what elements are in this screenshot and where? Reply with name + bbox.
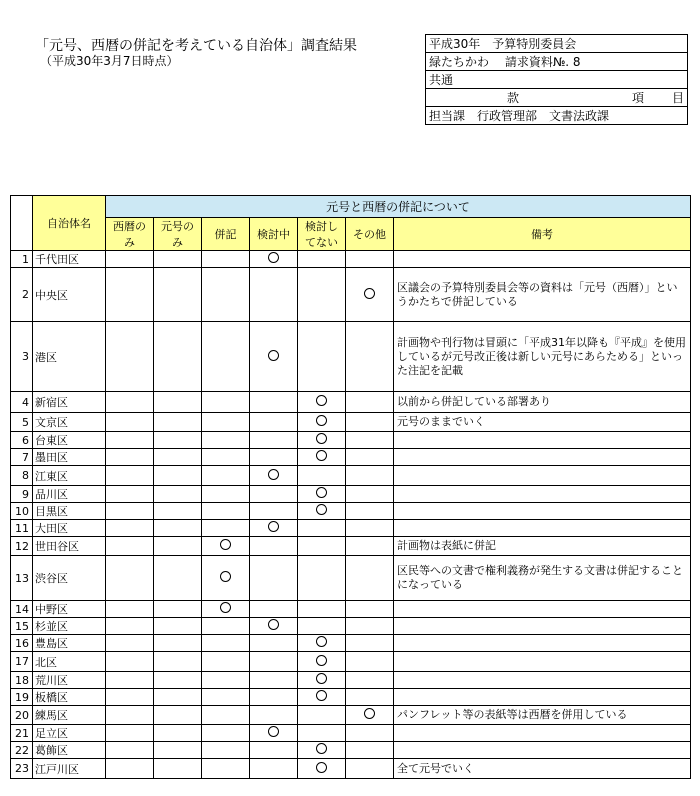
answer-cell: [202, 268, 250, 322]
answer-cell: [298, 268, 346, 322]
row-municipality: 江戸川区: [33, 759, 106, 779]
table-row: [11, 689, 691, 706]
row-number: 21: [11, 725, 33, 742]
answer-cell: [298, 251, 346, 268]
answer-cell: [298, 618, 346, 635]
answer-cell: [346, 537, 394, 556]
answer-cell: [346, 652, 394, 672]
info-kou: 項: [631, 91, 644, 105]
circle-mark-icon: [316, 504, 327, 515]
answer-cell: [250, 466, 298, 486]
circle-mark-icon: [316, 762, 327, 773]
answer-cell: [346, 466, 394, 486]
row-municipality: 世田谷区: [33, 537, 106, 556]
row-number: 11: [11, 520, 33, 537]
row-municipality: 品川区: [33, 486, 106, 503]
row-remarks: 区民等への文書で権利義務が発生する文書は併記することになっている: [394, 556, 691, 601]
row-municipality: 足立区: [33, 725, 106, 742]
survey-table: [10, 195, 691, 779]
answer-cell: [346, 413, 394, 432]
header-col-seireki: 西暦のみ: [106, 218, 154, 251]
answer-cell: [106, 520, 154, 537]
circle-mark-icon: [364, 288, 375, 299]
answer-cell: [250, 742, 298, 759]
answer-cell: [106, 268, 154, 322]
circle-mark-icon: [316, 655, 327, 666]
info-budget-items: [426, 89, 688, 107]
answer-cell: [106, 689, 154, 706]
answer-cell: [346, 635, 394, 652]
request-info-box: [425, 34, 688, 125]
row-municipality: 江東区: [33, 466, 106, 486]
circle-mark-icon: [316, 415, 327, 426]
answer-cell: [106, 652, 154, 672]
answer-cell: [154, 322, 202, 392]
row-number: 22: [11, 742, 33, 759]
answer-cell: [202, 503, 250, 520]
answer-cell: [298, 449, 346, 466]
table-row: [11, 635, 691, 652]
answer-cell: [154, 466, 202, 486]
answer-cell: [154, 268, 202, 322]
circle-mark-icon: [316, 433, 327, 444]
answer-cell: [106, 725, 154, 742]
row-municipality: 中野区: [33, 601, 106, 618]
answer-cell: [106, 449, 154, 466]
answer-cell: [154, 486, 202, 503]
row-remarks: [394, 503, 691, 520]
table-row: [11, 520, 691, 537]
answer-cell: [154, 413, 202, 432]
answer-cell: [346, 601, 394, 618]
answer-cell: [154, 652, 202, 672]
answer-cell: [106, 251, 154, 268]
answer-cell: [346, 689, 394, 706]
answer-cell: [298, 392, 346, 413]
answer-cell: [202, 618, 250, 635]
header-col-kentouchuu: 検討中: [250, 218, 298, 251]
row-number: 13: [11, 556, 33, 601]
row-number: 20: [11, 706, 33, 725]
table-row: [11, 537, 691, 556]
row-municipality: 墨田区: [33, 449, 106, 466]
answer-cell: [154, 392, 202, 413]
row-remarks: [394, 251, 691, 268]
table-row: [11, 759, 691, 779]
info-request-number: 緑たちかわ 請求資料№. 8: [426, 53, 688, 71]
answer-cell: [346, 322, 394, 392]
row-number: 1: [11, 251, 33, 268]
answer-cell: [250, 413, 298, 432]
row-municipality: 杉並区: [33, 618, 106, 635]
info-kan: 款: [506, 91, 519, 105]
row-municipality: 練馬区: [33, 706, 106, 725]
row-number: 15: [11, 618, 33, 635]
answer-cell: [154, 742, 202, 759]
circle-mark-icon: [316, 690, 327, 701]
circle-mark-icon: [268, 252, 279, 263]
answer-cell: [154, 672, 202, 689]
answer-cell: [298, 432, 346, 449]
row-number: 23: [11, 759, 33, 779]
info-category: 共通: [426, 71, 688, 89]
info-committee: 平成30年 予算特別委員会: [426, 35, 688, 53]
answer-cell: [106, 503, 154, 520]
answer-cell: [298, 689, 346, 706]
info-moku: 目: [671, 91, 684, 105]
row-remarks: [394, 742, 691, 759]
row-number: 14: [11, 601, 33, 618]
answer-cell: [106, 672, 154, 689]
answer-cell: [346, 672, 394, 689]
answer-cell: [106, 392, 154, 413]
answer-cell: [346, 556, 394, 601]
answer-cell: [298, 672, 346, 689]
row-remarks: 計画物は表紙に併記: [394, 537, 691, 556]
circle-mark-icon: [220, 602, 231, 613]
answer-cell: [298, 556, 346, 601]
table-row: [11, 742, 691, 759]
answer-cell: [298, 486, 346, 503]
table-row: [11, 652, 691, 672]
answer-cell: [202, 689, 250, 706]
answer-cell: [250, 706, 298, 725]
answer-cell: [154, 537, 202, 556]
answer-cell: [106, 742, 154, 759]
answer-cell: [202, 601, 250, 618]
answer-cell: [202, 537, 250, 556]
answer-cell: [346, 392, 394, 413]
answer-cell: [202, 759, 250, 779]
header-col-not-considered: 検討してない: [298, 218, 346, 251]
answer-cell: [346, 706, 394, 725]
circle-mark-icon: [316, 636, 327, 647]
row-municipality: 板橋区: [33, 689, 106, 706]
answer-cell: [298, 652, 346, 672]
answer-cell: [298, 759, 346, 779]
answer-cell: [154, 618, 202, 635]
row-number: 19: [11, 689, 33, 706]
answer-cell: [202, 392, 250, 413]
answer-cell: [250, 537, 298, 556]
table-row: [11, 251, 691, 268]
row-remarks: 全て元号でいく: [394, 759, 691, 779]
answer-cell: [346, 251, 394, 268]
answer-cell: [250, 251, 298, 268]
answer-cell: [250, 652, 298, 672]
row-remarks: [394, 689, 691, 706]
answer-cell: [250, 601, 298, 618]
answer-cell: [346, 725, 394, 742]
answer-cell: [250, 392, 298, 413]
answer-cell: [298, 466, 346, 486]
answer-cell: [202, 742, 250, 759]
answer-cell: [154, 759, 202, 779]
row-number: 4: [11, 392, 33, 413]
circle-mark-icon: [220, 571, 231, 582]
table-row: [11, 413, 691, 432]
answer-cell: [346, 268, 394, 322]
answer-cell: [298, 520, 346, 537]
answer-cell: [154, 689, 202, 706]
table-row: [11, 322, 691, 392]
table-row: [11, 392, 691, 413]
table-row: [11, 449, 691, 466]
row-municipality: 渋谷区: [33, 556, 106, 601]
answer-cell: [106, 635, 154, 652]
table-row: [11, 466, 691, 486]
row-remarks: [394, 725, 691, 742]
circle-mark-icon: [364, 708, 375, 719]
answer-cell: [154, 449, 202, 466]
table-row: [11, 556, 691, 601]
answer-cell: [298, 413, 346, 432]
answer-cell: [106, 759, 154, 779]
row-number: 9: [11, 486, 33, 503]
circle-mark-icon: [220, 539, 231, 550]
answer-cell: [250, 556, 298, 601]
answer-cell: [202, 466, 250, 486]
row-municipality: 台東区: [33, 432, 106, 449]
header-number: [11, 196, 33, 251]
answer-cell: [298, 601, 346, 618]
answer-cell: [346, 742, 394, 759]
answer-cell: [106, 537, 154, 556]
answer-cell: [154, 556, 202, 601]
row-number: 10: [11, 503, 33, 520]
answer-cell: [154, 635, 202, 652]
table-row: [11, 432, 691, 449]
answer-cell: [154, 432, 202, 449]
answer-cell: [250, 486, 298, 503]
answer-cell: [250, 635, 298, 652]
row-municipality: 千代田区: [33, 251, 106, 268]
header-col-heiki: 併記: [202, 218, 250, 251]
answer-cell: [250, 759, 298, 779]
answer-cell: [106, 601, 154, 618]
row-municipality: 葛飾区: [33, 742, 106, 759]
answer-cell: [202, 635, 250, 652]
answer-cell: [298, 322, 346, 392]
answer-cell: [154, 251, 202, 268]
row-number: 8: [11, 466, 33, 486]
document-title: 「元号、西暦の併記を考えている自治体」調査結果: [35, 38, 357, 54]
answer-cell: [106, 466, 154, 486]
answer-cell: [154, 601, 202, 618]
answer-cell: [250, 322, 298, 392]
answer-cell: [202, 486, 250, 503]
row-remarks: 元号のままでいく: [394, 413, 691, 432]
answer-cell: [346, 486, 394, 503]
table-row: [11, 618, 691, 635]
answer-cell: [250, 520, 298, 537]
answer-cell: [106, 432, 154, 449]
header-col-gengou: 元号のみ: [154, 218, 202, 251]
answer-cell: [202, 413, 250, 432]
table-row: [11, 706, 691, 725]
row-municipality: 目黒区: [33, 503, 106, 520]
answer-cell: [202, 520, 250, 537]
answer-cell: [202, 706, 250, 725]
row-remarks: [394, 520, 691, 537]
answer-cell: [346, 759, 394, 779]
answer-cell: [250, 672, 298, 689]
row-municipality: 荒川区: [33, 672, 106, 689]
answer-cell: [202, 251, 250, 268]
table-row: [11, 601, 691, 618]
row-municipality: 北区: [33, 652, 106, 672]
answer-cell: [202, 432, 250, 449]
row-remarks: 以前から併記している部署あり: [394, 392, 691, 413]
answer-cell: [298, 742, 346, 759]
table-row: [11, 725, 691, 742]
header-group: 元号と西暦の併記について: [106, 196, 691, 218]
row-remarks: [394, 635, 691, 652]
info-department: 担当課 行政管理部 文書法政課: [426, 107, 688, 125]
circle-mark-icon: [268, 726, 279, 737]
answer-cell: [250, 268, 298, 322]
answer-cell: [106, 618, 154, 635]
row-municipality: 新宿区: [33, 392, 106, 413]
row-municipality: 大田区: [33, 520, 106, 537]
answer-cell: [298, 635, 346, 652]
header-col-other: その他: [346, 218, 394, 251]
table-row: [11, 486, 691, 503]
row-number: 6: [11, 432, 33, 449]
answer-cell: [250, 432, 298, 449]
answer-cell: [202, 322, 250, 392]
row-number: 7: [11, 449, 33, 466]
row-number: 2: [11, 268, 33, 322]
row-remarks: [394, 672, 691, 689]
row-municipality: 文京区: [33, 413, 106, 432]
answer-cell: [346, 449, 394, 466]
row-number: 3: [11, 322, 33, 392]
row-remarks: [394, 432, 691, 449]
row-remarks: 計画物や刊行物は冒頭に「平成31年以降も『平成』を使用しているが元号改正後は新しい元号にあらためる」といった注記を記載: [394, 322, 691, 392]
circle-mark-icon: [316, 673, 327, 684]
row-remarks: [394, 652, 691, 672]
row-remarks: [394, 449, 691, 466]
answer-cell: [250, 503, 298, 520]
answer-cell: [250, 618, 298, 635]
answer-cell: [154, 725, 202, 742]
answer-cell: [154, 503, 202, 520]
row-remarks: [394, 486, 691, 503]
row-number: 18: [11, 672, 33, 689]
table-row: [11, 268, 691, 322]
answer-cell: [106, 706, 154, 725]
answer-cell: [202, 725, 250, 742]
answer-cell: [298, 725, 346, 742]
header-municipality: 自治体名: [33, 196, 106, 251]
row-municipality: 豊島区: [33, 635, 106, 652]
answer-cell: [298, 537, 346, 556]
row-remarks: [394, 618, 691, 635]
answer-cell: [202, 652, 250, 672]
row-number: 5: [11, 413, 33, 432]
answer-cell: [346, 618, 394, 635]
answer-cell: [202, 449, 250, 466]
circle-mark-icon: [316, 743, 327, 754]
answer-cell: [106, 556, 154, 601]
answer-cell: [106, 322, 154, 392]
row-remarks: [394, 601, 691, 618]
answer-cell: [250, 449, 298, 466]
answer-cell: [202, 556, 250, 601]
answer-cell: [106, 486, 154, 503]
answer-cell: [298, 503, 346, 520]
table-row: [11, 672, 691, 689]
row-municipality: 中央区: [33, 268, 106, 322]
circle-mark-icon: [316, 487, 327, 498]
circle-mark-icon: [316, 450, 327, 461]
circle-mark-icon: [268, 469, 279, 480]
circle-mark-icon: [268, 521, 279, 532]
header-col-remarks: 備考: [394, 218, 691, 251]
answer-cell: [346, 520, 394, 537]
row-remarks: [394, 466, 691, 486]
row-municipality: 港区: [33, 322, 106, 392]
answer-cell: [154, 520, 202, 537]
circle-mark-icon: [268, 350, 279, 361]
circle-mark-icon: [316, 395, 327, 406]
row-remarks: パンフレット等の表紙等は西暦を併用している: [394, 706, 691, 725]
row-number: 12: [11, 537, 33, 556]
answer-cell: [106, 413, 154, 432]
answer-cell: [346, 432, 394, 449]
answer-cell: [250, 689, 298, 706]
answer-cell: [346, 503, 394, 520]
row-number: 16: [11, 635, 33, 652]
answer-cell: [250, 725, 298, 742]
answer-cell: [202, 672, 250, 689]
answer-cell: [154, 706, 202, 725]
table-row: [11, 503, 691, 520]
row-remarks: 区議会の予算特別委員会等の資料は「元号（西暦）」というかたちで併記している: [394, 268, 691, 322]
circle-mark-icon: [268, 619, 279, 630]
document-subtitle: （平成30年3月7日時点）: [40, 54, 179, 68]
answer-cell: [298, 706, 346, 725]
row-number: 17: [11, 652, 33, 672]
